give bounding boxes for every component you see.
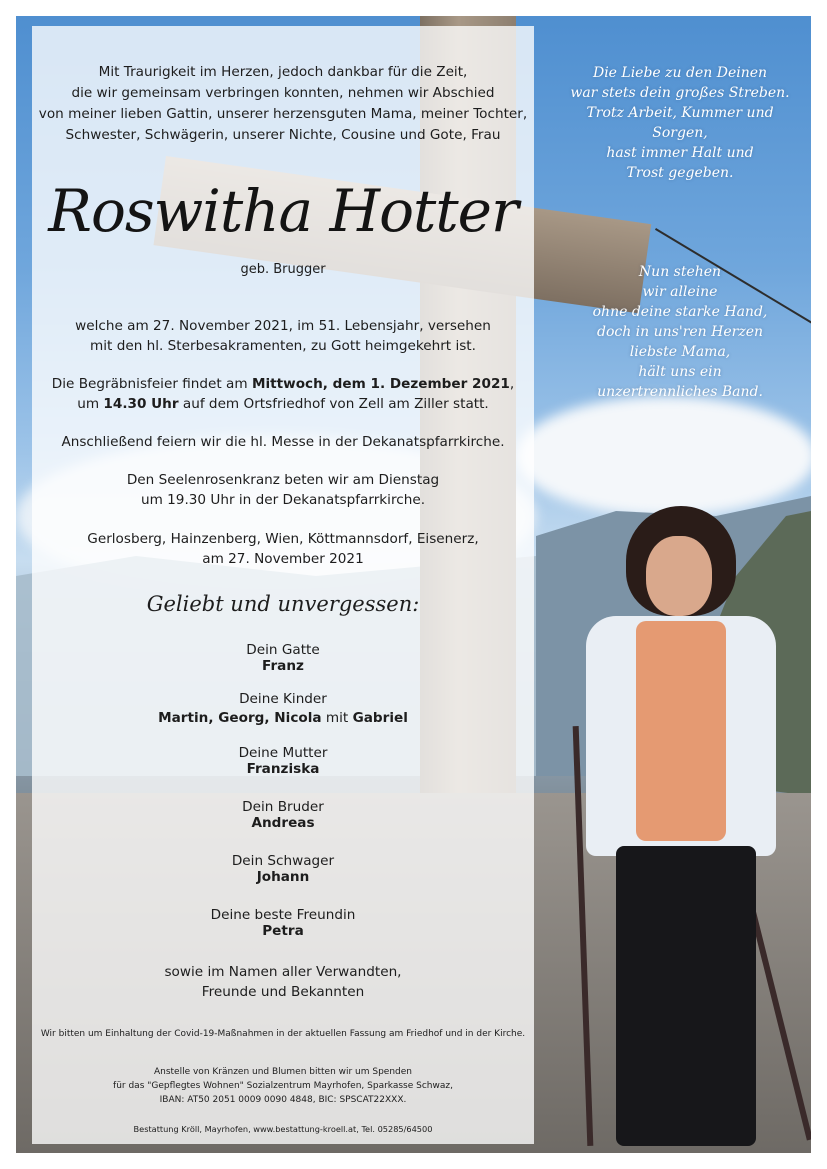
- funeral-time: 14.30 Uhr: [103, 396, 179, 412]
- shirt: [636, 621, 726, 841]
- death-line: welche am 27. November 2021, im 51. Lebensjahr, versehen: [75, 318, 491, 334]
- poem-line: Die Liebe zu den Deinen: [592, 65, 768, 81]
- undertaker-footer: Bestattung Kröll, Mayrhofen, www.bestattung-kroell.at, Tel. 05285/64500: [133, 1124, 433, 1134]
- mourner-group: [32, 907, 534, 939]
- funeral-date: Mittwoch, dem 1. Dezember 2021: [251, 376, 510, 392]
- mourner-relation: Deine beste Freundin: [210, 907, 356, 923]
- pants: [616, 846, 756, 1146]
- rosary-info: [32, 470, 534, 510]
- funeral-info: [32, 374, 534, 414]
- poem-line: war stets dein großes Streben.: [570, 85, 790, 101]
- rosary-line: um 19.30 Uhr in der Dekanatspfarrkirche.: [140, 492, 426, 508]
- mourner-group: [32, 799, 534, 831]
- mourner-connector: mit: [321, 710, 353, 726]
- mourner-names: Petra: [262, 923, 304, 939]
- mourner-group: [32, 691, 534, 726]
- mourner-group: [32, 745, 534, 777]
- poem-line: hast immer Halt und: [606, 145, 754, 161]
- place-line: Gerlosberg, Hainzenberg, Wien, Köttmannsdorf, Eisenerz,: [87, 531, 479, 547]
- mass-info: Anschließend feiern wir die hl. Messe in der Dekanatspfarrkirche.: [61, 434, 505, 450]
- face: [646, 536, 712, 616]
- intro-text: [32, 62, 534, 146]
- funeral-line: [32, 374, 534, 394]
- funeral-text: Die Begräbnisfeier findet am: [51, 376, 252, 392]
- intro-line: Mit Traurigkeit im Herzen, jedoch dankbar für die Zeit,: [98, 64, 468, 80]
- poem-bottom: [560, 262, 800, 402]
- intro-line: die wir gemeinsam verbringen konnten, nehmen wir Abschied: [71, 85, 495, 101]
- closing-text: [32, 962, 534, 1002]
- funeral-text: ,: [509, 376, 515, 392]
- poem-top: [560, 63, 800, 183]
- donation-line: IBAN: AT50 2051 0009 0090 4848, BIC: SPSCAT22XXX.: [159, 1095, 407, 1105]
- poem-line: doch in uns'ren Herzen: [596, 324, 764, 340]
- portrait-woman: [576, 506, 796, 1153]
- donation-line: für das "Gepflegtes Wohnen" Sozialzentrum Mayrhofen, Sparkasse Schwaz,: [113, 1081, 453, 1091]
- poem-line: Trost gegeben.: [626, 165, 734, 181]
- deceased-name: Roswitha Hotter: [48, 177, 518, 245]
- donation-line: Anstelle von Kränzen und Blumen bitten wir um Spenden: [153, 1067, 413, 1077]
- closing-line: sowie im Namen aller Verwandten,: [164, 964, 402, 980]
- funeral-text: um: [77, 396, 104, 412]
- rosary-line: Den Seelenrosenkranz beten wir am Dienstag: [126, 472, 440, 488]
- mourner-relation: Dein Schwager: [231, 853, 335, 869]
- place-line: am 27. November 2021: [202, 551, 364, 567]
- mourner-relation: Dein Gatte: [246, 642, 320, 658]
- poem-line: liebste Mama,: [629, 344, 731, 360]
- poem-line: unzertrennliches Band.: [597, 384, 763, 400]
- mourner-names: Martin, Georg, Nicola: [158, 710, 322, 726]
- poem-line: wir alleine: [642, 284, 718, 300]
- covid-notice: Wir bitten um Einhaltung der Covid-19-Maßnahmen in der aktuellen Fassung am Friedhof und in der Kirche.: [40, 1029, 526, 1039]
- mourners-heading: Geliebt und unvergessen:: [146, 592, 420, 616]
- donation-notice: [32, 1065, 534, 1107]
- intro-line: von meiner lieben Gattin, unserer herzensguten Mama, meiner Tochter,: [38, 106, 528, 122]
- mourner-names: Johann: [256, 869, 310, 885]
- intro-line: Schwester, Schwägerin, unserer Nichte, Cousine und Gote, Frau: [65, 127, 501, 143]
- mourner-names: Franz: [262, 658, 304, 674]
- death-notice: [32, 316, 534, 356]
- mourner-names: Franziska: [246, 761, 320, 777]
- place-date: [32, 529, 534, 569]
- mourner-relation: Dein Bruder: [242, 799, 324, 815]
- poem-line: hält uns ein: [638, 364, 722, 380]
- poem-line: ohne deine starke Hand,: [592, 304, 768, 320]
- mourner-relation: Deine Mutter: [238, 745, 328, 761]
- poem-line: Trotz Arbeit, Kummer und Sorgen,: [586, 105, 774, 141]
- mourner-names: Andreas: [251, 815, 315, 831]
- birth-name: geb. Brugger: [240, 262, 326, 277]
- closing-line: Freunde und Bekannten: [201, 984, 365, 1000]
- mourner-relation: Deine Kinder: [239, 691, 327, 707]
- poem-line: Nun stehen: [638, 264, 722, 280]
- mourner-group: [32, 853, 534, 885]
- death-line: mit den hl. Sterbesakramenten, zu Gott heimgekehrt ist.: [90, 338, 476, 354]
- mourner-group: [32, 642, 534, 674]
- mourner-names: Gabriel: [352, 710, 408, 726]
- funeral-line: [32, 394, 534, 414]
- mourner-names-line: [32, 707, 534, 726]
- funeral-text: auf dem Ortsfriedhof von Zell am Ziller statt.: [178, 396, 489, 412]
